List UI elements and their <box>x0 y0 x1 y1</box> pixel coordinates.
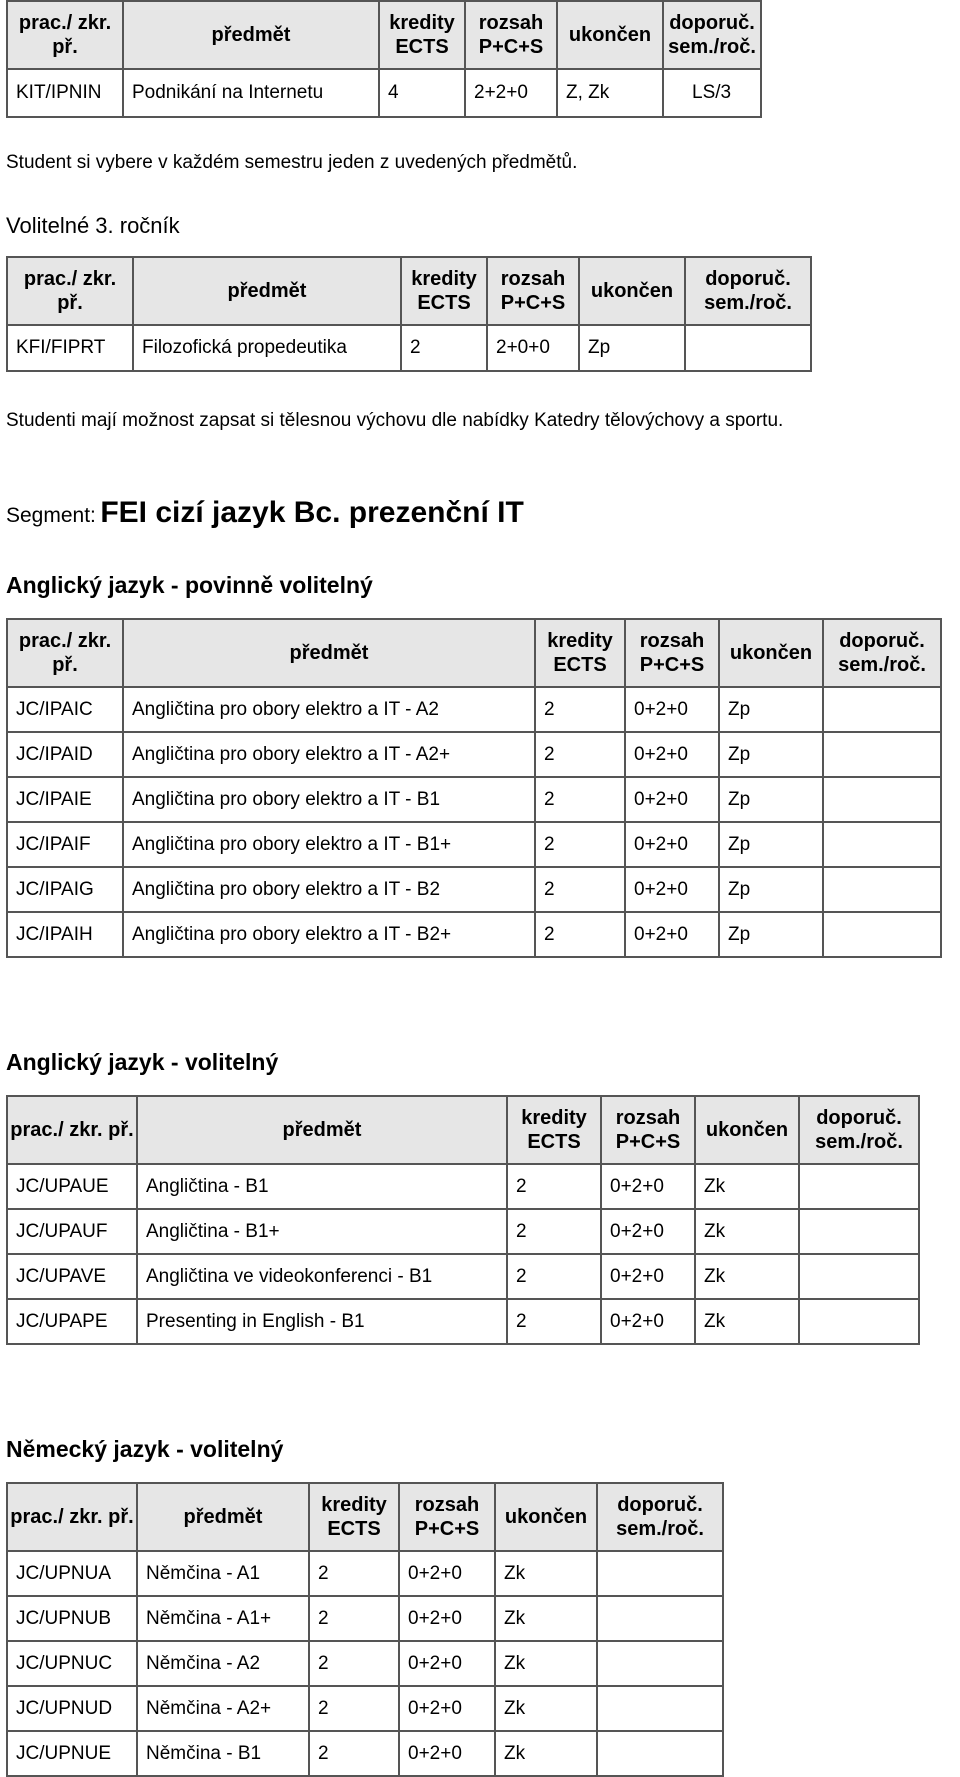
cell-semester <box>597 1641 723 1686</box>
cell-credits: 2 <box>309 1641 399 1686</box>
cell-semester <box>799 1164 919 1209</box>
header-credits: kredity ECTS <box>379 1 465 69</box>
cell-completion: Zp <box>579 325 685 371</box>
cell-subject: Angličtina - B1+ <box>137 1209 507 1254</box>
cell-completion: Zk <box>495 1731 597 1776</box>
cell-semester <box>823 912 941 957</box>
cell-semester <box>823 687 941 732</box>
cell-range: 0+2+0 <box>399 1686 495 1731</box>
cell-credits: 2 <box>401 325 487 371</box>
header-completion: ukončen <box>579 257 685 325</box>
table-row <box>7 69 761 117</box>
header-credits: kredity ECTS <box>507 1096 601 1164</box>
cell-subject: Angličtina pro obory elektro a IT - B2+ <box>123 912 535 957</box>
cell-credits: 2 <box>309 1551 399 1596</box>
cell-code: JC/IPAID <box>7 732 123 777</box>
cell-code: JC/UPNUE <box>7 1731 137 1776</box>
cell-range: 0+2+0 <box>625 822 719 867</box>
header-completion: ukončen <box>719 619 823 687</box>
cell-credits: 2 <box>535 912 625 957</box>
cell-semester: LS/3 <box>663 69 761 117</box>
cell-range: 0+2+0 <box>625 867 719 912</box>
cell-range: 0+2+0 <box>625 912 719 957</box>
header-code: prac./ zkr. př. <box>7 1 123 69</box>
cell-credits: 2 <box>507 1299 601 1344</box>
header-code: prac./ zkr. př. <box>7 1096 137 1164</box>
header-semester: doporuč. sem./roč. <box>663 1 761 69</box>
cell-code: KIT/IPNIN <box>7 69 123 117</box>
cell-range: 0+2+0 <box>399 1731 495 1776</box>
table-kit <box>6 0 762 118</box>
cell-credits: 2 <box>535 822 625 867</box>
cell-completion: Zp <box>719 822 823 867</box>
cell-code: JC/UPNUC <box>7 1641 137 1686</box>
table-kfi <box>6 256 812 372</box>
cell-semester <box>799 1209 919 1254</box>
section-title-de-optional: Německý jazyk - volitelný <box>6 1436 284 1462</box>
cell-subject: Angličtina pro obory elektro a IT - B1 <box>123 777 535 822</box>
cell-semester <box>597 1731 723 1776</box>
cell-subject: Němčina - B1 <box>137 1731 309 1776</box>
cell-semester <box>685 325 811 371</box>
cell-completion: Zk <box>695 1209 799 1254</box>
header-credits: kredity ECTS <box>535 619 625 687</box>
cell-subject: Angličtina pro obory elektro a IT - A2 <box>123 687 535 732</box>
table-row <box>7 1641 723 1686</box>
cell-code: JC/UPAUF <box>7 1209 137 1254</box>
cell-code: JC/UPAVE <box>7 1254 137 1299</box>
table-row <box>7 912 941 957</box>
cell-code: JC/IPAIF <box>7 822 123 867</box>
cell-completion: Z, Zk <box>557 69 663 117</box>
header-subject: předmět <box>133 257 401 325</box>
cell-range: 2+0+0 <box>487 325 579 371</box>
cell-range: 0+2+0 <box>399 1596 495 1641</box>
cell-subject: Angličtina pro obory elektro a IT - A2+ <box>123 732 535 777</box>
cell-code: JC/IPAIC <box>7 687 123 732</box>
table-row <box>7 1209 919 1254</box>
cell-completion: Zp <box>719 732 823 777</box>
header-range: rozsah P+C+S <box>399 1483 495 1551</box>
cell-subject: Němčina - A1+ <box>137 1596 309 1641</box>
cell-subject: Presenting in English - B1 <box>137 1299 507 1344</box>
table-row <box>7 732 941 777</box>
table-row <box>7 1254 919 1299</box>
cell-range: 0+2+0 <box>399 1551 495 1596</box>
cell-credits: 2 <box>535 687 625 732</box>
cell-semester <box>823 732 941 777</box>
header-semester: doporuč. sem./roč. <box>823 619 941 687</box>
cell-subject: Angličtina - B1 <box>137 1164 507 1209</box>
cell-credits: 2 <box>535 867 625 912</box>
header-semester: doporuč. sem./roč. <box>597 1483 723 1551</box>
cell-credits: 2 <box>309 1686 399 1731</box>
heading-volitelne: Volitelné 3. ročník <box>6 213 180 238</box>
cell-credits: 2 <box>535 732 625 777</box>
cell-semester <box>823 777 941 822</box>
cell-range: 0+2+0 <box>601 1164 695 1209</box>
cell-completion: Zp <box>719 777 823 822</box>
cell-subject: Filozofická propedeutika <box>133 325 401 371</box>
header-range: rozsah P+C+S <box>625 619 719 687</box>
cell-code: JC/IPAIE <box>7 777 123 822</box>
segment-title: FEI cizí jazyk Bc. prezenční IT <box>100 496 524 529</box>
section-title-en-required: Anglický jazyk - povinně volitelný <box>6 572 373 598</box>
cell-semester <box>823 867 941 912</box>
cell-completion: Zk <box>495 1596 597 1641</box>
cell-semester <box>597 1551 723 1596</box>
header-subject: předmět <box>137 1096 507 1164</box>
cell-credits: 2 <box>309 1731 399 1776</box>
cell-range: 0+2+0 <box>601 1254 695 1299</box>
cell-subject: Angličtina ve videokonferenci - B1 <box>137 1254 507 1299</box>
note-pe: Studenti mají možnost zapsat si tělesnou výchovu dle nabídky Katedry tělovýchovy a sportu. <box>6 410 784 431</box>
cell-code: JC/IPAIH <box>7 912 123 957</box>
header-range: rozsah P+C+S <box>487 257 579 325</box>
cell-range: 0+2+0 <box>625 777 719 822</box>
cell-completion: Zk <box>495 1686 597 1731</box>
segment-label: Segment: <box>6 504 96 527</box>
header-semester: doporuč. sem./roč. <box>799 1096 919 1164</box>
cell-credits: 2 <box>507 1164 601 1209</box>
table-row <box>7 1551 723 1596</box>
table-en-optional <box>6 1095 920 1345</box>
table-row <box>7 1164 919 1209</box>
table-de-optional <box>6 1482 724 1777</box>
table-row <box>7 1299 919 1344</box>
table-row <box>7 325 811 371</box>
header-credits: kredity ECTS <box>401 257 487 325</box>
cell-subject: Podnikání na Internetu <box>123 69 379 117</box>
header-code: prac./ zkr. př. <box>7 257 133 325</box>
cell-range: 0+2+0 <box>399 1641 495 1686</box>
table-row <box>7 822 941 867</box>
cell-semester <box>799 1299 919 1344</box>
header-semester: doporuč. sem./roč. <box>685 257 811 325</box>
table-en-required <box>6 618 942 958</box>
header-code: prac./ zkr. př. <box>7 619 123 687</box>
cell-semester <box>799 1254 919 1299</box>
cell-code: JC/UPNUD <box>7 1686 137 1731</box>
table-row <box>7 867 941 912</box>
cell-completion: Zk <box>695 1164 799 1209</box>
cell-credits: 4 <box>379 69 465 117</box>
cell-range: 0+2+0 <box>625 687 719 732</box>
cell-code: JC/IPAIG <box>7 867 123 912</box>
header-completion: ukončen <box>495 1483 597 1551</box>
header-completion: ukončen <box>695 1096 799 1164</box>
cell-completion: Zk <box>495 1551 597 1596</box>
header-range: rozsah P+C+S <box>601 1096 695 1164</box>
cell-range: 0+2+0 <box>601 1209 695 1254</box>
cell-range: 0+2+0 <box>625 732 719 777</box>
cell-subject: Němčina - A2+ <box>137 1686 309 1731</box>
cell-subject: Němčina - A2 <box>137 1641 309 1686</box>
cell-code: KFI/FIPRT <box>7 325 133 371</box>
cell-semester <box>597 1596 723 1641</box>
header-subject: předmět <box>123 1 379 69</box>
table-row <box>7 1686 723 1731</box>
cell-semester <box>597 1686 723 1731</box>
cell-completion: Zp <box>719 687 823 732</box>
header-credits: kredity ECTS <box>309 1483 399 1551</box>
cell-credits: 2 <box>507 1254 601 1299</box>
header-subject: předmět <box>123 619 535 687</box>
cell-code: JC/UPNUB <box>7 1596 137 1641</box>
cell-range: 2+2+0 <box>465 69 557 117</box>
table-row <box>7 1596 723 1641</box>
table-row <box>7 1731 723 1776</box>
header-completion: ukončen <box>557 1 663 69</box>
cell-code: JC/UPAPE <box>7 1299 137 1344</box>
cell-code: JC/UPAUE <box>7 1164 137 1209</box>
cell-completion: Zp <box>719 867 823 912</box>
cell-completion: Zp <box>719 912 823 957</box>
cell-completion: Zk <box>695 1299 799 1344</box>
cell-credits: 2 <box>507 1209 601 1254</box>
header-code: prac./ zkr. př. <box>7 1483 137 1551</box>
cell-subject: Němčina - A1 <box>137 1551 309 1596</box>
header-range: rozsah P+C+S <box>465 1 557 69</box>
header-subject: předmět <box>137 1483 309 1551</box>
cell-subject: Angličtina pro obory elektro a IT - B2 <box>123 867 535 912</box>
cell-credits: 2 <box>535 777 625 822</box>
cell-credits: 2 <box>309 1596 399 1641</box>
cell-completion: Zk <box>495 1641 597 1686</box>
cell-range: 0+2+0 <box>601 1299 695 1344</box>
table-row <box>7 777 941 822</box>
table-row <box>7 687 941 732</box>
cell-subject: Angličtina pro obory elektro a IT - B1+ <box>123 822 535 867</box>
segment-heading <box>6 496 524 530</box>
note-choose-one: Student si vybere v každém semestru jeden z uvedených předmětů. <box>6 152 578 173</box>
cell-semester <box>823 822 941 867</box>
cell-code: JC/UPNUA <box>7 1551 137 1596</box>
cell-completion: Zk <box>695 1254 799 1299</box>
section-title-en-optional: Anglický jazyk - volitelný <box>6 1049 279 1075</box>
